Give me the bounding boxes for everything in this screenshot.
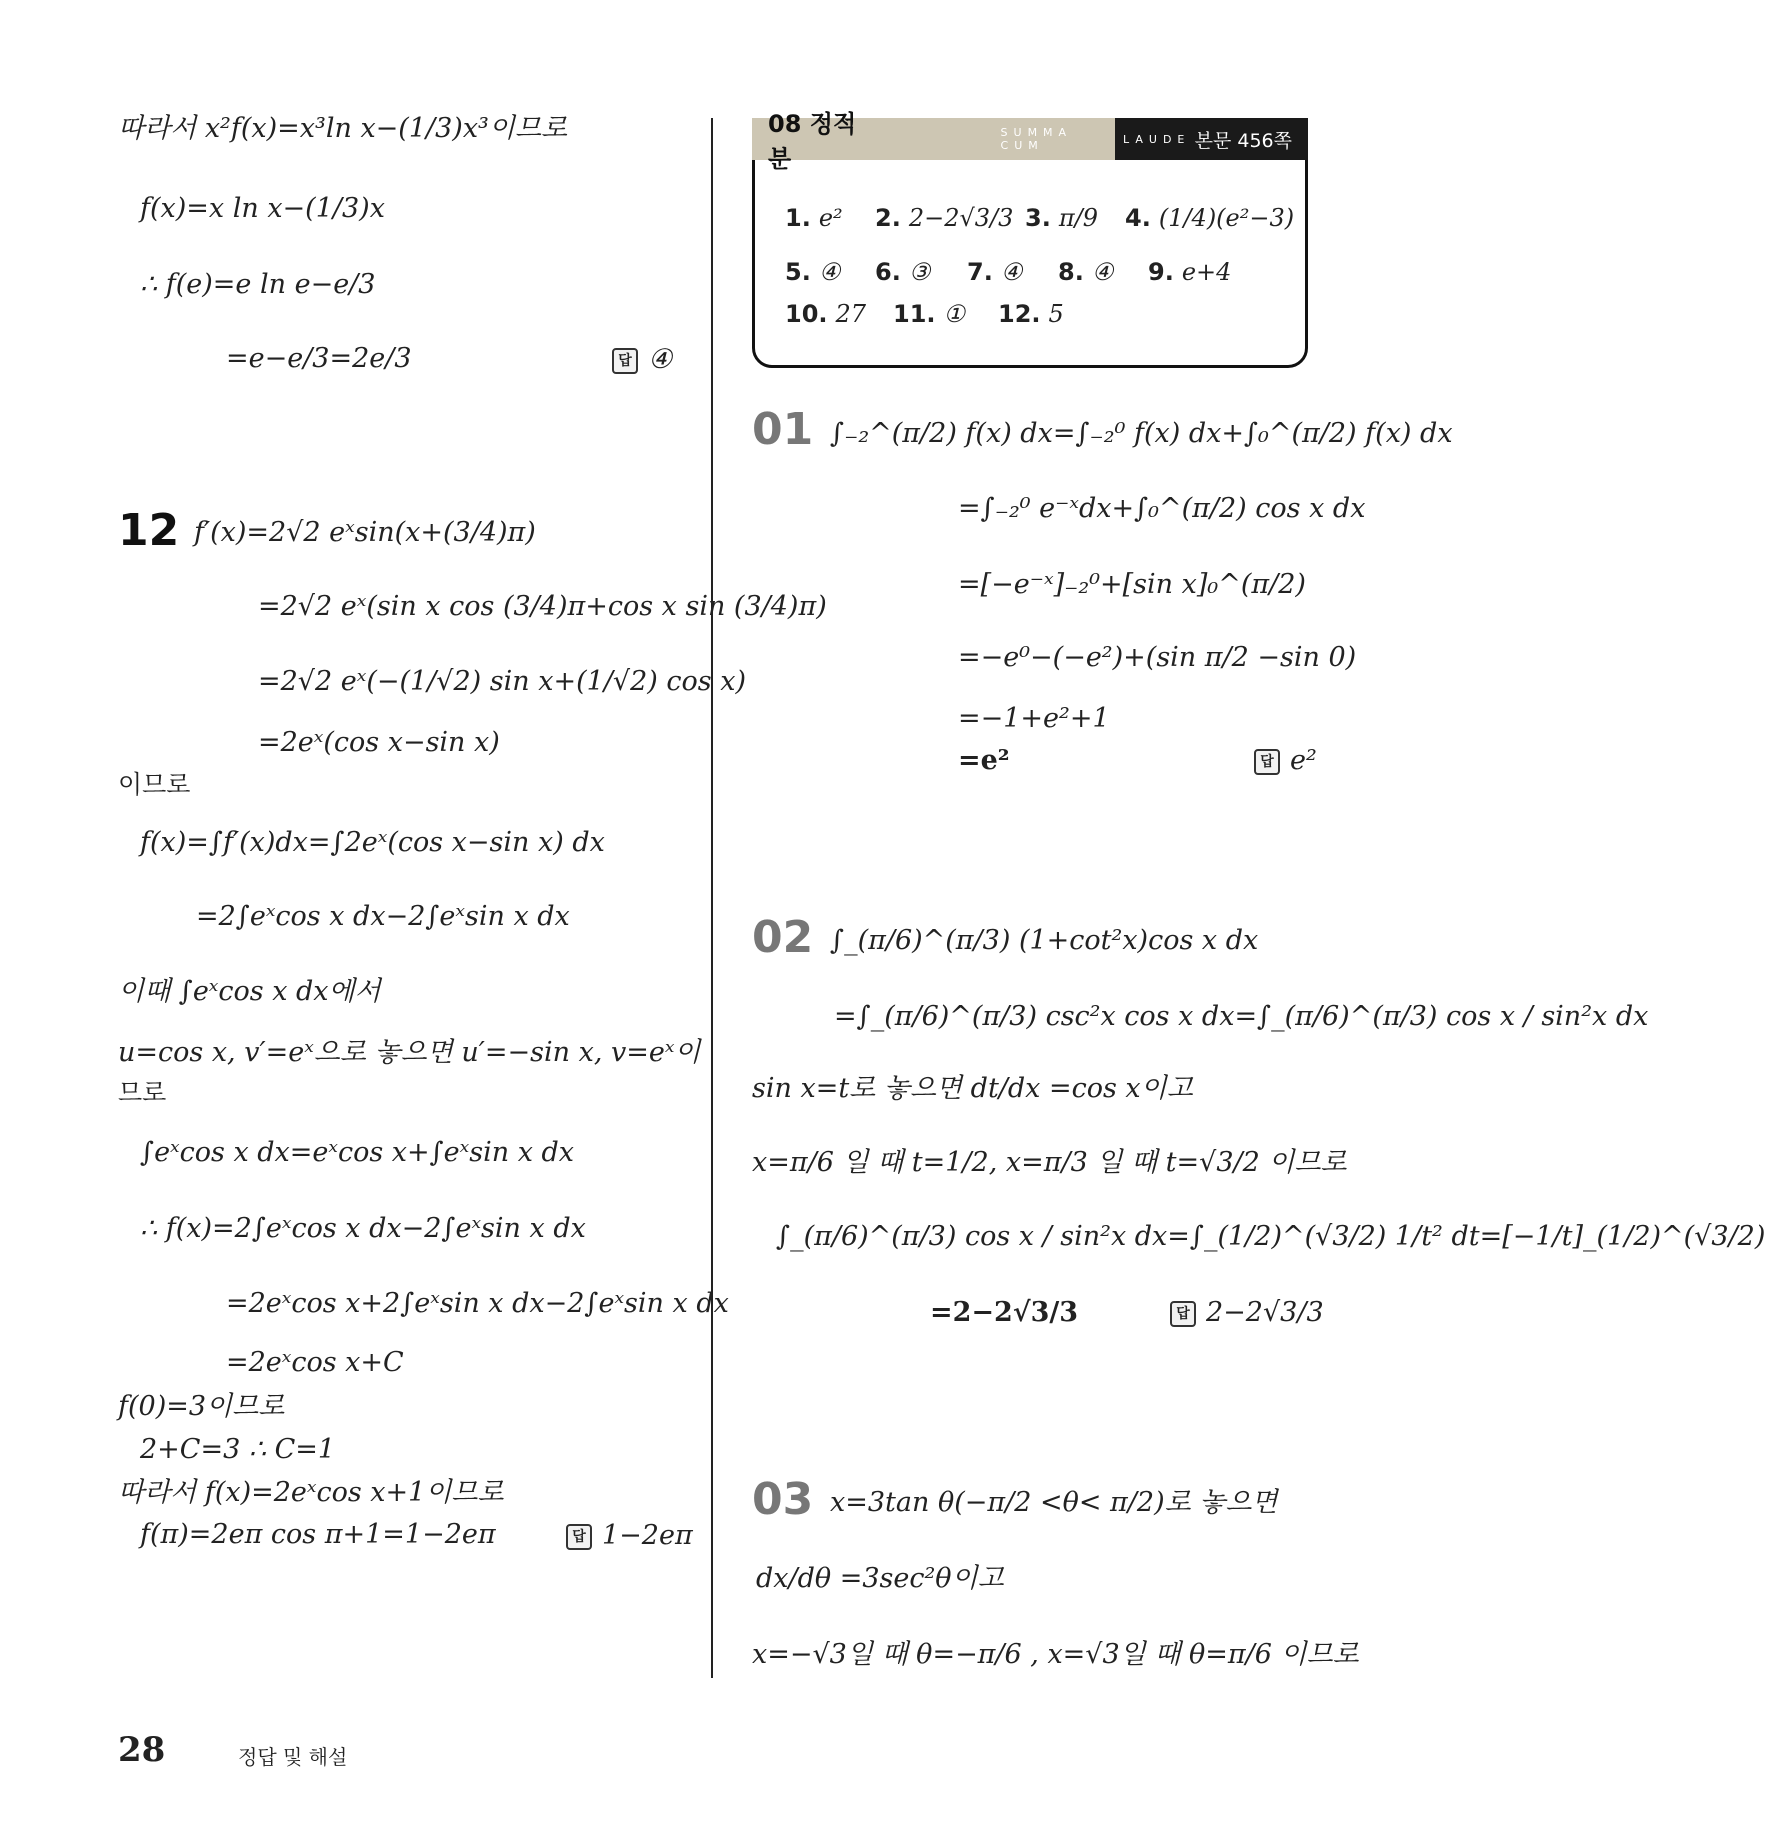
footer-label: 정답 및 해설 bbox=[238, 1745, 348, 1769]
answer-item: 10. 27 bbox=[785, 300, 867, 328]
answer-item: 7. ④ bbox=[967, 258, 1023, 286]
answer-item: 3. π/9 bbox=[1025, 204, 1098, 232]
math-line: f′(x)=2√2 eˣsin(x+(3/4)π) bbox=[194, 517, 536, 548]
math-line: 이때 ∫eˣcos x dx에서 bbox=[118, 976, 381, 1007]
math-line: =2eˣ(cos x−sin x) bbox=[258, 727, 500, 758]
math-line: ∫₋₂^(π/2) f(x) dx=∫₋₂⁰ f(x) dx+∫₀^(π/2) f(x) dx bbox=[830, 418, 1453, 449]
answer-02 bbox=[1170, 1297, 1324, 1328]
math-line: sin x=t로 놓으면 dt/dx =cos x이고 bbox=[752, 1073, 1193, 1104]
brand-text: SUMMA CUM bbox=[1000, 126, 1073, 152]
answer-value: 2−2√3/3 bbox=[1206, 1297, 1324, 1328]
math-line: =∫₋₂⁰ e⁻ˣdx+∫₀^(π/2) cos x dx bbox=[958, 493, 1366, 524]
math-line: =2eˣcos x+C bbox=[226, 1347, 404, 1378]
math-line: f(π)=2eπ cos π+1=1−2eπ bbox=[140, 1519, 496, 1550]
math-line: =2−2√3/3 bbox=[930, 1297, 1078, 1328]
math-line: =−e⁰−(−e²)+(sin π/2 −sin 0) bbox=[958, 642, 1357, 673]
answer-item: 9. e+4 bbox=[1148, 258, 1232, 286]
math-line: 따라서 f(x)=2eˣcos x+1이므로 bbox=[118, 1477, 504, 1508]
answer-12 bbox=[566, 1520, 693, 1551]
math-line: ∴ f(x)=2∫eˣcos x dx−2∫eˣsin x dx bbox=[140, 1213, 586, 1244]
chapter-title: 08 정적분 bbox=[768, 110, 857, 173]
math-line: =∫_(π/6)^(π/3) csc²x cos x dx=∫_(π/6)^(π/3) cos x / sin²x dx bbox=[834, 1001, 1649, 1032]
problem-number: 03 bbox=[752, 1474, 814, 1525]
page-reference: 본문 456쪽 bbox=[1194, 129, 1292, 152]
answer-item: 6. ③ bbox=[875, 258, 931, 286]
answer-item: 4. (1/4)(e²−3) bbox=[1125, 204, 1295, 232]
math-line: ∫eˣcos x dx=eˣcos x+∫eˣsin x dx bbox=[140, 1137, 575, 1168]
answer-tag-icon: 답 bbox=[1254, 749, 1280, 775]
answer-item: 12. 5 bbox=[998, 300, 1064, 328]
column-divider bbox=[711, 118, 713, 1678]
page-number: 28 bbox=[118, 1730, 166, 1770]
math-line: f(x)=x ln x−(1/3)x bbox=[140, 193, 385, 224]
math-line: =2∫eˣcos x dx−2∫eˣsin x dx bbox=[196, 901, 570, 932]
math-line: =2√2 eˣ(−(1/√2) sin x+(1/√2) cos x) bbox=[258, 666, 746, 697]
answer-item: 5. ④ bbox=[785, 258, 841, 286]
answer-tag-icon: 답 bbox=[1170, 1301, 1196, 1327]
answer-item: 2. 2−2√3/3 bbox=[875, 204, 1014, 232]
math-line: f(x)=∫f′(x)dx=∫2eˣ(cos x−sin x) dx bbox=[140, 827, 605, 858]
math-line: ∫_(π/6)^(π/3) (1+cot²x)cos x dx bbox=[830, 925, 1259, 956]
problem-number: 01 bbox=[752, 404, 814, 455]
answer-box-header bbox=[752, 110, 1308, 173]
answer-value: e² bbox=[1290, 745, 1317, 776]
math-line: =e² bbox=[958, 745, 1010, 776]
answer-value: ④ bbox=[648, 344, 673, 375]
math-line: x=π/6 일 때 t=1/2, x=π/3 일 때 t=√3/2 이므로 bbox=[752, 1147, 1347, 1178]
text-line: 이므로 bbox=[118, 770, 191, 799]
math-line: ∫_(π/6)^(π/3) cos x / sin²x dx=∫_(1/2)^(√3/2) 1/t² dt=[−1/t]_(1/2)^(√3/2) bbox=[776, 1221, 1765, 1252]
text-line: 므로 bbox=[118, 1078, 167, 1107]
answer-item: 8. ④ bbox=[1058, 258, 1114, 286]
answer-item: 11. ① bbox=[893, 300, 966, 328]
math-line: ∴ f(e)=e ln e−e/3 bbox=[140, 269, 376, 300]
answer-item: 1. e² bbox=[785, 204, 843, 232]
problem-number: 02 bbox=[752, 912, 814, 963]
math-line: =−1+e²+1 bbox=[958, 703, 1110, 734]
answer-value: 1−2eπ bbox=[602, 1520, 693, 1551]
answer-tag-icon: 답 bbox=[612, 348, 638, 374]
math-line: =[−e⁻ˣ]₋₂⁰+[sin x]₀^(π/2) bbox=[958, 569, 1306, 600]
math-line: =e−e/3=2e/3 bbox=[226, 343, 412, 374]
math-line: =2√2 eˣ(sin x cos (3/4)π+cos x sin (3/4)π) bbox=[258, 591, 827, 622]
problem-number: 12 bbox=[118, 505, 180, 556]
math-line: f(0)=3이므로 bbox=[118, 1391, 285, 1422]
answer-intro bbox=[612, 344, 672, 375]
text-line: 따라서 x²f(x)=x³ln x−(1/3)x³이므로 bbox=[118, 113, 568, 144]
answer-01 bbox=[1254, 745, 1317, 776]
math-line: dx/dθ =3sec²θ이고 bbox=[756, 1563, 1004, 1594]
answer-tag-icon: 답 bbox=[566, 1524, 592, 1550]
math-line: u=cos x, v′=eˣ으로 놓으면 u′=−sin x, v=eˣ이 bbox=[118, 1037, 701, 1068]
math-line: 2+C=3 ∴ C=1 bbox=[140, 1434, 336, 1465]
brand-text: LAUDE bbox=[1123, 132, 1191, 146]
math-line: =2eˣcos x+2∫eˣsin x dx−2∫eˣsin x dx bbox=[226, 1288, 729, 1319]
math-line: x=3tan θ(−π/2 <θ< π/2)로 놓으면 bbox=[830, 1487, 1278, 1518]
math-line: x=−√3일 때 θ=−π/6 , x=√3일 때 θ=π/6 이므로 bbox=[752, 1639, 1359, 1670]
